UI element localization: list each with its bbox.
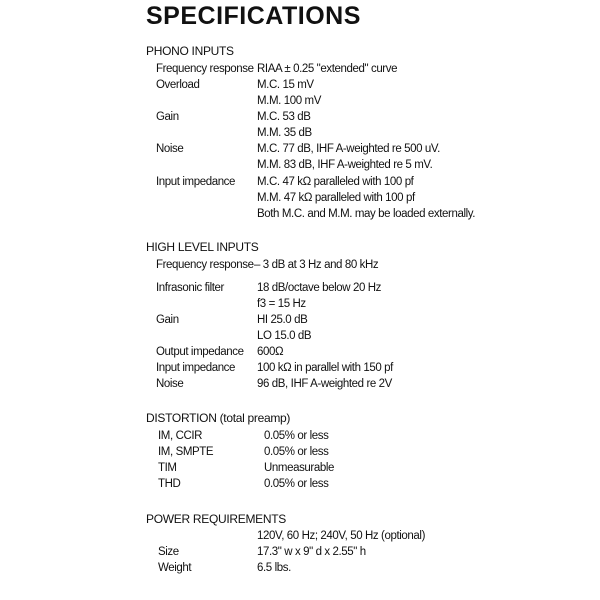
spec-row (0, 259, 600, 275)
spec-label: TIM (158, 462, 177, 474)
spec-label: Noise (156, 378, 184, 390)
spec-value: RIAA ± 0.25 "extended" curve (257, 63, 398, 75)
spec-value: 600Ω (257, 346, 284, 358)
spec-value: M.C. 47 kΩ paralleled with 100 pf (257, 176, 414, 188)
spec-row (0, 330, 600, 346)
spec-label: Frequency response (156, 63, 254, 75)
spec-value: M.M. 100 mV (257, 95, 321, 107)
spec-value: M.C. 53 dB (257, 111, 311, 123)
spec-row (0, 378, 600, 394)
spec-row (0, 530, 600, 546)
spec-row (0, 314, 600, 330)
spec-label: Frequency response (156, 259, 254, 271)
spec-row (0, 192, 600, 208)
spec-row (0, 127, 600, 143)
spec-value: 17.3" w x 9" d x 2.55" h (257, 546, 366, 558)
spec-label: Input impedance (156, 176, 236, 188)
spec-row (0, 562, 600, 578)
spec-label: Output impedance (156, 346, 244, 358)
spec-row (0, 95, 600, 111)
spec-value: 120V, 60 Hz; 240V, 50 Hz (optional) (257, 530, 425, 542)
spec-value: 0.05% or less (264, 446, 329, 458)
page-title: SPECIFICATIONS (146, 2, 361, 30)
spec-label: IM, SMPTE (158, 446, 214, 458)
spec-value: M.M. 47 kΩ paralleled with 100 pf (257, 192, 415, 204)
section-heading-power: POWER REQUIREMENTS (146, 512, 286, 526)
spec-value: 0.05% or less (264, 430, 329, 442)
spec-row (0, 111, 600, 127)
spec-value: M.M. 35 dB (257, 127, 312, 139)
spec-value: HI 25.0 dB (257, 314, 308, 326)
spec-row (0, 546, 600, 562)
spec-label: Overload (156, 79, 200, 91)
spec-row (0, 176, 600, 192)
section-heading-phono: PHONO INPUTS (146, 44, 234, 58)
spec-value: 18 dB/octave below 20 Hz (257, 282, 382, 294)
spec-value: M.M. 83 dB, IHF A-weighted re 5 mV. (257, 159, 433, 171)
spec-label: THD (158, 478, 181, 490)
spec-row (0, 208, 600, 224)
spec-value: 0.05% or less (264, 478, 329, 490)
spec-value: 96 dB, IHF A-weighted re 2V (257, 378, 392, 390)
spec-label: Noise (156, 143, 184, 155)
spec-value: – 3 dB at 3 Hz and 80 kHz (254, 259, 379, 271)
spec-value: 6.5 lbs. (257, 562, 291, 574)
spec-value: f3 = 15 Hz (257, 298, 306, 310)
spec-label: Gain (156, 314, 179, 326)
spec-row (0, 79, 600, 95)
spec-value: Unmeasurable (264, 462, 334, 474)
spec-row (0, 143, 600, 159)
spec-row (0, 362, 600, 378)
spec-row (0, 478, 600, 494)
spec-row (0, 430, 600, 446)
spec-row (0, 446, 600, 462)
spec-value: M.C. 77 dB, IHF A-weighted re 500 uV. (257, 143, 440, 155)
spec-row (0, 298, 600, 314)
spec-row (0, 63, 600, 79)
spec-row (0, 159, 600, 175)
spec-label: IM, CCIR (158, 430, 203, 442)
section-heading-distortion: DISTORTION (total preamp) (146, 411, 291, 425)
spec-label: Input impedance (156, 362, 236, 374)
spec-value: Both M.C. and M.M. may be loaded externally. (257, 208, 476, 220)
spec-label: Size (158, 546, 179, 558)
spec-row (0, 462, 600, 478)
spec-label: Gain (156, 111, 179, 123)
spec-value: LO 15.0 dB (257, 330, 312, 342)
spec-label: Infrasonic filter (156, 282, 224, 294)
spec-row (0, 346, 600, 362)
spec-label: Weight (158, 562, 192, 574)
spec-value: 100 kΩ in parallel with 150 pf (257, 362, 393, 374)
spec-value: M.C. 15 mV (257, 79, 314, 91)
section-heading-high-level: HIGH LEVEL INPUTS (146, 240, 259, 254)
spec-row (0, 282, 600, 298)
